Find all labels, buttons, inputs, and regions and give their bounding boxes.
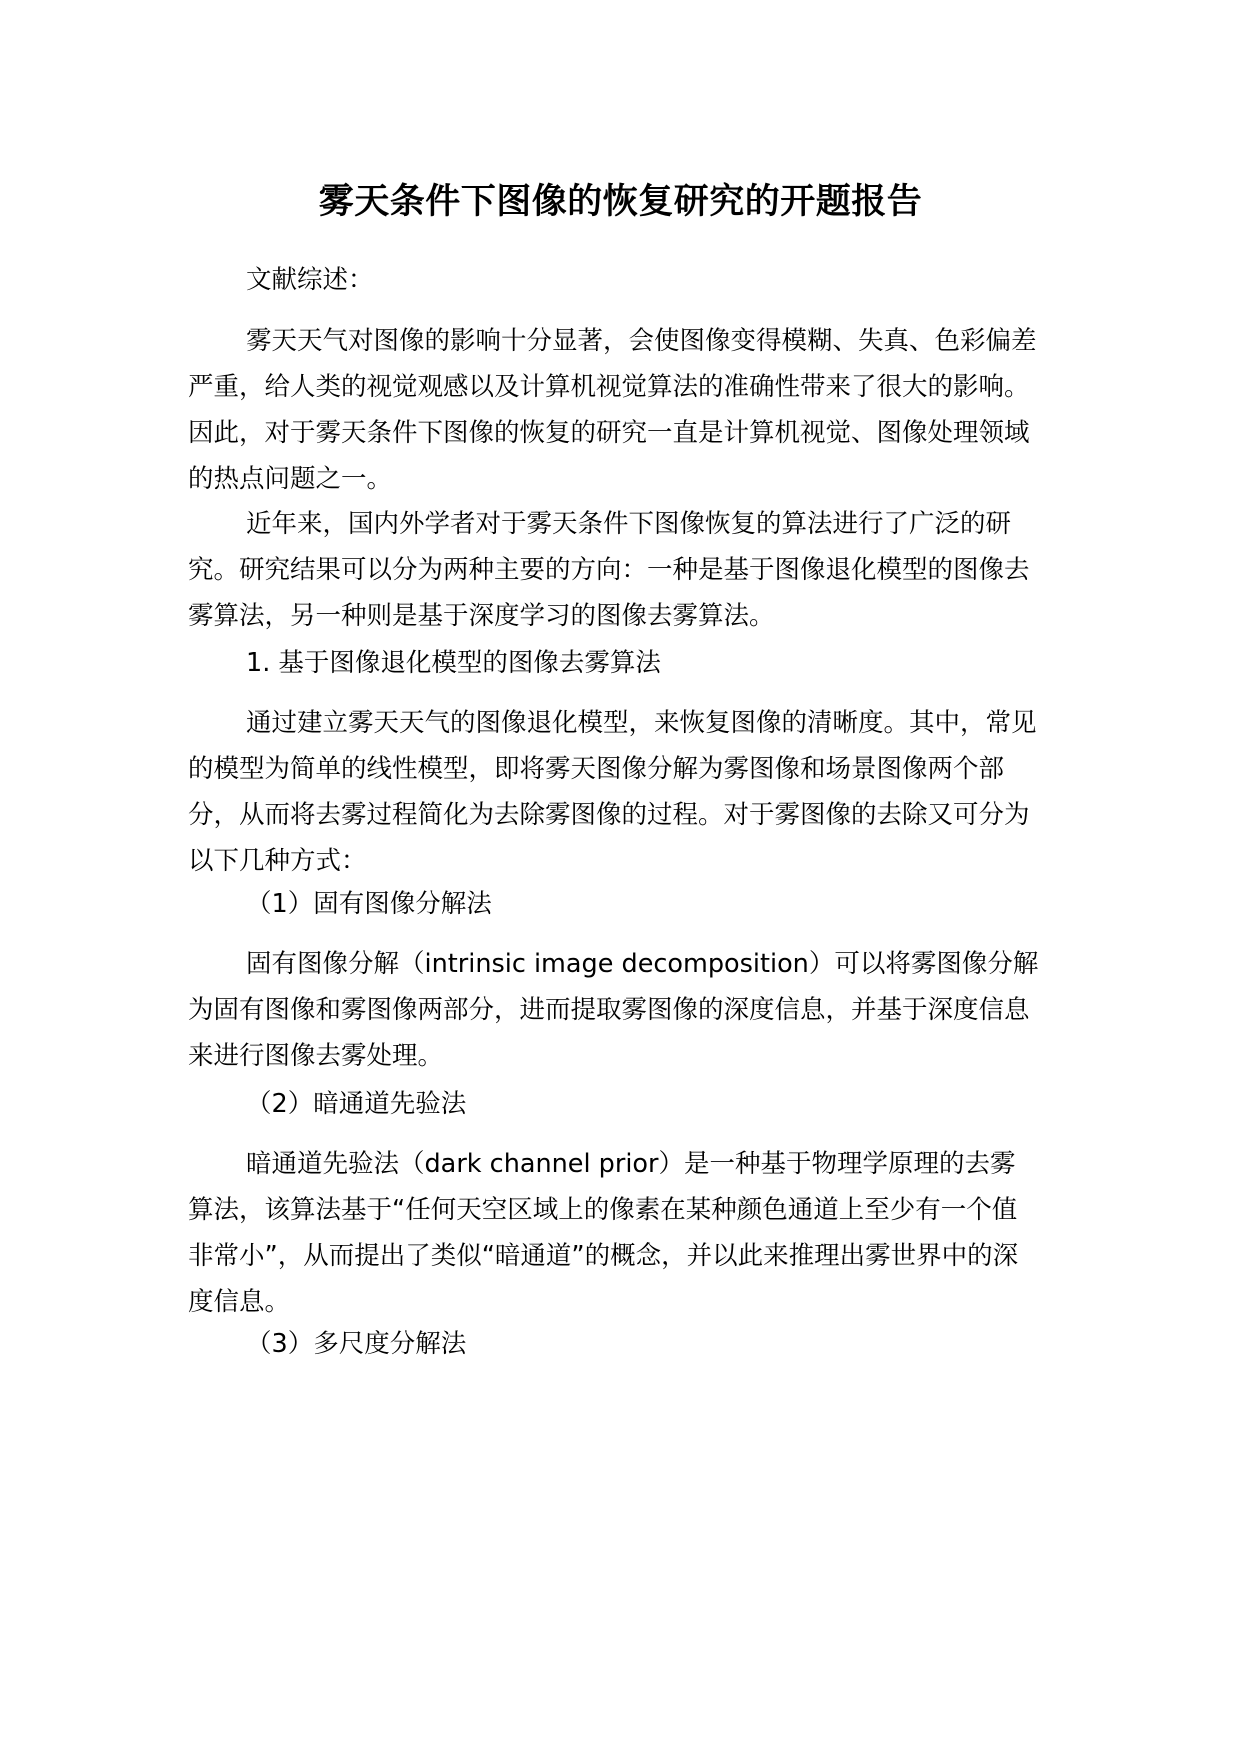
document-title: 雾天条件下图像的恢复研究的开题报告 (318, 182, 923, 222)
paragraph-dark-channel: 暗通道先验法（dark channel prior）是一种基于物理学原理的去雾算法，该算法基于“任何天空区域上的像素在某种颜色通道上至少有一个值非常小”，从而提出了类似“暗通道”的概念，并以此来推理出雾世界中的深度信息。 (188, 1149, 1019, 1317)
subheading-degradation-model: 1. 基于图像退化模型的图像去雾算法 (246, 648, 661, 678)
subheading-intrinsic-decomposition: （1）固有图像分解法 (246, 889, 492, 919)
subheading-dark-channel: （2）暗通道先验法 (246, 1089, 467, 1119)
paragraph-intro: 雾天天气对图像的影响十分显著，会使图像变得模糊、失真、色彩偏差严重，给人类的视觉观感以及计算机视觉算法的准确性带来了很大的影响。因此，对于雾天条件下图像的恢复的研究一直是计算机视觉、图像处理领域的热点问题之一。 (188, 326, 1037, 494)
section-heading-literature-review: 文献综述： (246, 265, 374, 295)
paragraph-intrinsic-decomposition: 固有图像分解（intrinsic image decomposition）可以将雾图像分解为固有图像和雾图像两部分，进而提取雾图像的深度信息，并基于深度信息来进行图像去雾处理。 (188, 949, 1039, 1071)
paragraph-recent-research: 近年来，国内外学者对于雾天条件下图像恢复的算法进行了广泛的研究。研究结果可以分为两种主要的方向：一种是基于图像退化模型的图像去雾算法，另一种则是基于深度学习的图像去雾算法。 (188, 509, 1030, 631)
subheading-multiscale: （3）多尺度分解法 (246, 1329, 467, 1359)
paragraph-degradation-model: 通过建立雾天天气的图像退化模型，来恢复图像的清晰度。其中，常见的模型为简单的线性模型，即将雾天图像分解为雾图像和场景图像两个部分，从而将去雾过程简化为去除雾图像的过程。对于雾图像的去除又可分为以下几种方式： (188, 708, 1037, 876)
